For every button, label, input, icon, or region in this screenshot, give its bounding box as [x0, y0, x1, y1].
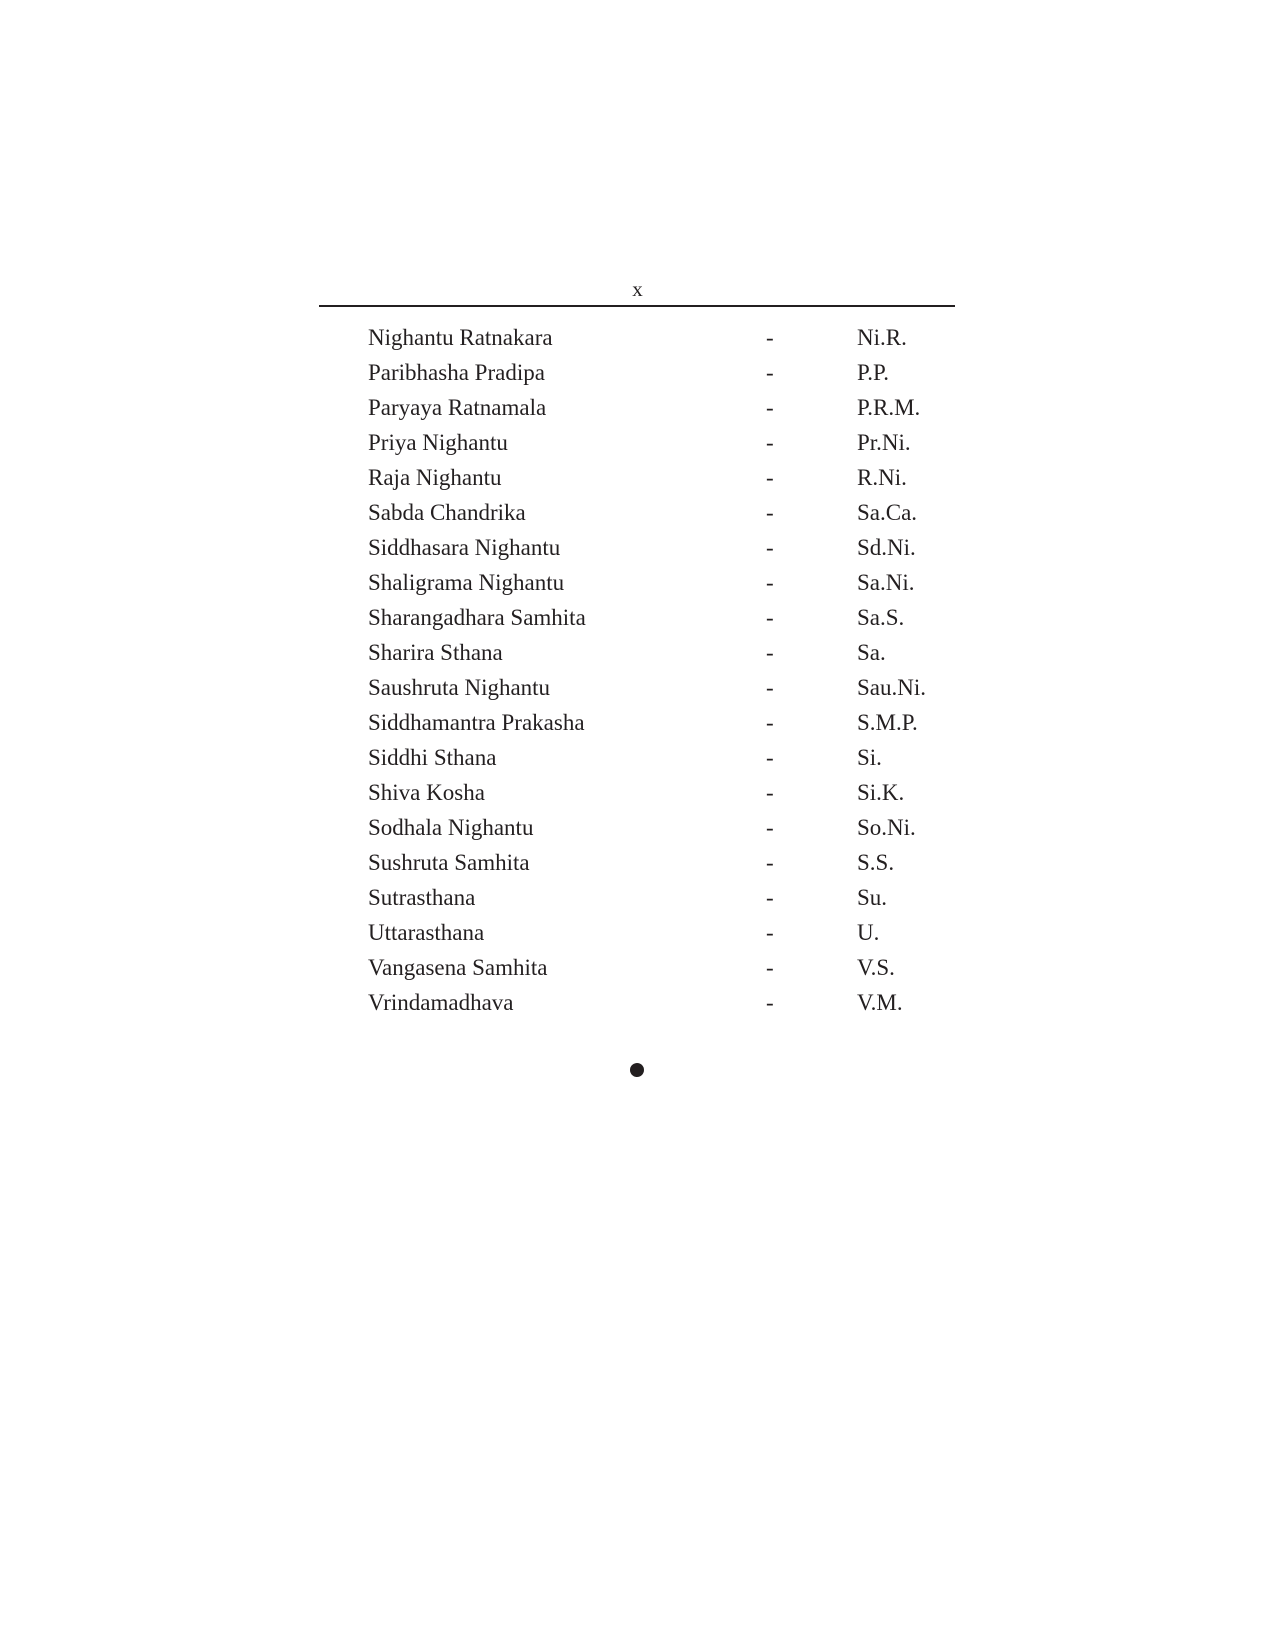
abbreviation-dash: - — [766, 325, 774, 350]
abbreviation-row — [368, 985, 968, 1020]
abbreviation-row — [368, 390, 968, 425]
abbreviation-row — [368, 530, 968, 565]
abbreviation-short-form: V.S. — [857, 955, 895, 980]
abbreviation-term: Siddhasara Nighantu — [368, 535, 561, 560]
abbreviation-dash: - — [766, 500, 774, 525]
abbreviation-short-form: S.M.P. — [857, 710, 918, 735]
abbreviation-row — [368, 705, 968, 740]
abbreviation-short-form: P.P. — [857, 360, 889, 385]
abbreviation-term: Saushruta Nighantu — [368, 675, 551, 700]
abbreviation-term: Sutrasthana — [368, 885, 476, 910]
abbreviation-short-form: Si.K. — [857, 780, 905, 805]
abbreviation-dash: - — [766, 920, 774, 945]
abbreviation-dash: - — [766, 430, 774, 455]
abbreviation-term: Raja Nighantu — [368, 465, 502, 490]
abbreviation-dash: - — [766, 535, 774, 560]
abbreviation-short-form: Sa.Ni. — [857, 570, 915, 595]
abbreviation-short-form: Su. — [857, 885, 888, 910]
abbreviation-row — [368, 495, 968, 530]
abbreviation-row — [368, 425, 968, 460]
abbreviation-short-form: Ni.R. — [857, 325, 907, 350]
abbreviation-list — [368, 320, 968, 1020]
abbreviation-dash: - — [766, 640, 774, 665]
abbreviation-term: Paribhasha Pradipa — [368, 360, 545, 385]
abbreviation-short-form: Si. — [857, 745, 882, 770]
abbreviation-row — [368, 915, 968, 950]
abbreviation-term: Sabda Chandrika — [368, 500, 526, 525]
abbreviation-short-form: P.R.M. — [857, 395, 921, 420]
abbreviation-short-form: Sau.Ni. — [857, 675, 926, 700]
abbreviation-term: Siddhi Sthana — [368, 745, 497, 770]
abbreviation-term: Sushruta Samhita — [368, 850, 530, 875]
abbreviation-short-form: S.S. — [857, 850, 895, 875]
abbreviation-term: Shiva Kosha — [368, 780, 485, 805]
abbreviation-term: Priya Nighantu — [368, 430, 508, 455]
abbreviation-short-form: Sa.S. — [857, 605, 905, 630]
abbreviation-term: Uttarasthana — [368, 920, 485, 945]
abbreviation-dash: - — [766, 675, 774, 700]
abbreviation-dash: - — [766, 395, 774, 420]
abbreviation-dash: - — [766, 990, 774, 1015]
abbreviation-term: Vangasena Samhita — [368, 955, 548, 980]
abbreviation-dash: - — [766, 815, 774, 840]
abbreviation-row — [368, 845, 968, 880]
abbreviation-term: Sharira Sthana — [368, 640, 503, 665]
abbreviation-term: Paryaya Ratnamala — [368, 395, 547, 420]
abbreviation-dash: - — [766, 745, 774, 770]
abbreviation-short-form: U. — [857, 920, 880, 945]
abbreviation-row — [368, 775, 968, 810]
abbreviation-dash: - — [766, 885, 774, 910]
abbreviation-dash: - — [766, 780, 774, 805]
abbreviation-term: Sharangadhara Samhita — [368, 605, 586, 630]
abbreviation-row — [368, 565, 968, 600]
abbreviation-row — [368, 600, 968, 635]
abbreviation-short-form: Sa.Ca. — [857, 500, 918, 525]
abbreviation-row — [368, 460, 968, 495]
abbreviation-short-form: So.Ni. — [857, 815, 916, 840]
abbreviation-short-form: R.Ni. — [857, 465, 907, 490]
abbreviation-short-form: Pr.Ni. — [857, 430, 911, 455]
abbreviation-dash: - — [766, 360, 774, 385]
abbreviation-row — [368, 670, 968, 705]
abbreviation-row — [368, 635, 968, 670]
abbreviation-dash: - — [766, 710, 774, 735]
abbreviation-short-form: V.M. — [857, 990, 903, 1015]
abbreviation-term: Sodhala Nighantu — [368, 815, 534, 840]
end-of-section-bullet — [630, 1063, 644, 1077]
abbreviation-row — [368, 320, 968, 355]
abbreviation-short-form: Sa. — [857, 640, 886, 665]
abbreviation-term: Vrindamadhava — [368, 990, 514, 1015]
abbreviation-dash: - — [766, 570, 774, 595]
abbreviation-dash: - — [766, 605, 774, 630]
abbreviation-term: Shaligrama Nighantu — [368, 570, 565, 595]
abbreviation-term: Nighantu Ratnakara — [368, 325, 553, 350]
abbreviation-row — [368, 880, 968, 915]
abbreviation-short-form: Sd.Ni. — [857, 535, 916, 560]
abbreviation-dash: - — [766, 955, 774, 980]
abbreviation-row — [368, 355, 968, 390]
abbreviation-term: Siddhamantra Prakasha — [368, 710, 585, 735]
abbreviation-row — [368, 810, 968, 845]
header-rule — [319, 305, 955, 307]
abbreviation-dash: - — [766, 850, 774, 875]
abbreviation-row — [368, 740, 968, 775]
abbreviation-dash: - — [766, 465, 774, 490]
page-number: x — [632, 277, 643, 301]
abbreviation-row — [368, 950, 968, 985]
